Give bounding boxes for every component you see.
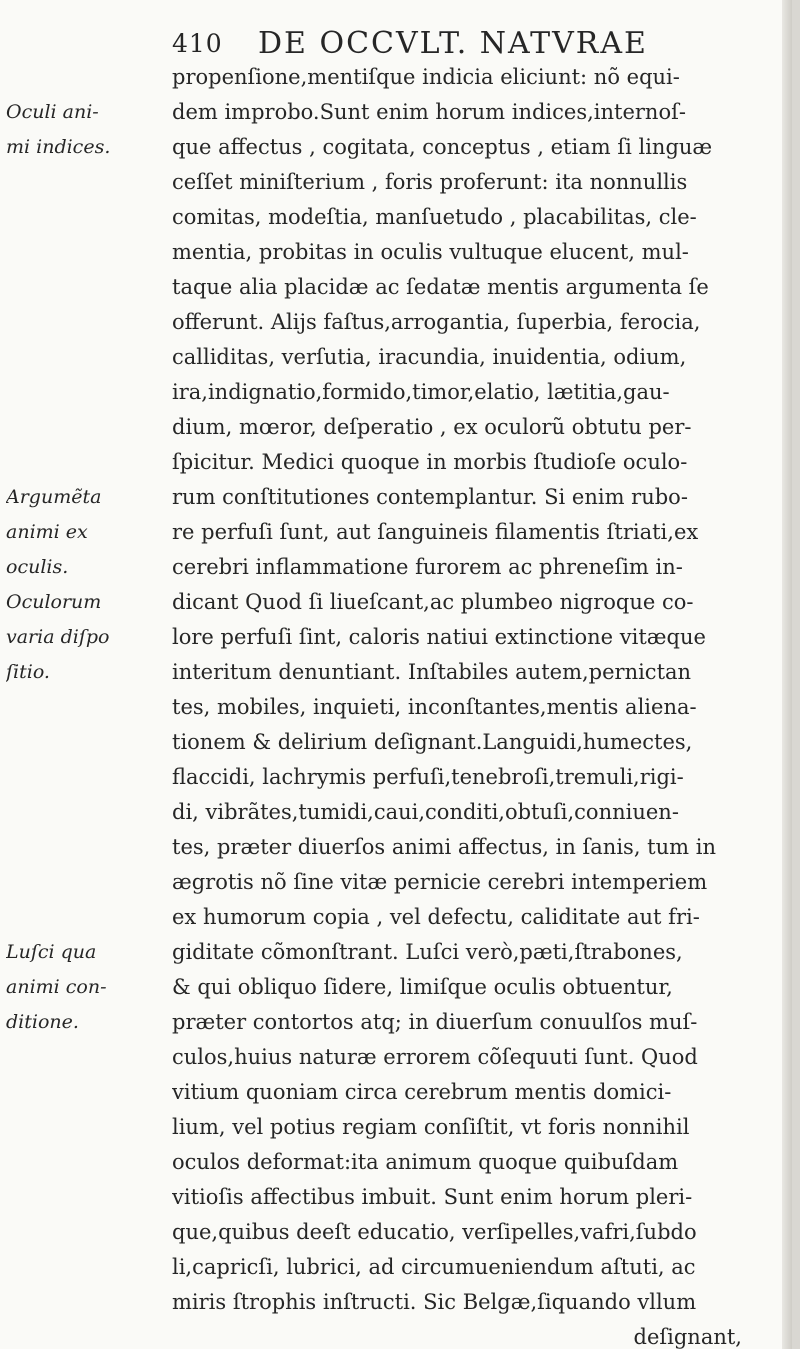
text-line: deſignant, — [633, 1325, 742, 1349]
text-line: vitium quoniam circa cerebrum mentis domici- — [172, 1080, 672, 1104]
margin-note-line: ſitio. — [6, 661, 50, 683]
margin-spacer — [6, 760, 170, 795]
text-line: tes, mobiles, inquieti, inconſtantes,mentis aliena- — [172, 695, 697, 719]
text-line: offerunt. Alijs faſtus,arrogantia, ſuperbia, ferocia, — [172, 310, 701, 334]
text-line: dem improbo.Sunt enim horum indices,internoſ- — [172, 100, 686, 124]
text-line: propenſione,mentiſque indicia eliciunt: nõ equi- — [172, 65, 680, 89]
text-line: lore perfuſi ſint, caloris natiui extinctione vitæque — [172, 625, 706, 649]
margin-spacer — [6, 830, 170, 865]
margin-spacer — [6, 200, 170, 235]
text-line: flaccidi, lachrymis perfuſi,tenebroſi,tremuli,rigi- — [172, 765, 684, 789]
margin-spacer — [6, 725, 170, 760]
text-line: ceſſet miniſterium , foris proferunt: ita nonnullis — [172, 170, 688, 194]
body-text — [172, 60, 750, 1349]
text-line: interitum denuntiant. Inſtabiles autem,pernictan — [172, 660, 692, 684]
margin-spacer — [6, 305, 170, 340]
margin-spacer — [6, 900, 170, 935]
text-line: giditate cõmonſtrant. Luſci verò,pæti,ſtrabones, — [172, 940, 683, 964]
text-line: que affectus , cogitata, conceptus , etiam ſi linguæ — [172, 135, 713, 159]
text-line: li,capricſi, lubrici, ad circumueniendum aſtuti, ac — [172, 1255, 696, 1279]
text-line: rum conſtitutiones contemplantur. Si enim rubo- — [172, 485, 688, 509]
margin-note-line: Argumẽta — [6, 486, 102, 508]
margin-spacer — [6, 235, 170, 270]
text-line: ira,indignatio,formido,timor,elatio, lætitia,gau- — [172, 380, 670, 404]
margin-spacer — [6, 410, 170, 445]
text-line: præter contortos atq; in diuerſum conuulſos muſ- — [172, 1010, 698, 1034]
margin-notes — [6, 60, 170, 1040]
running-head: DE OCCVLT. NATVRAE — [258, 26, 648, 61]
text-line: ægrotis nõ ſine vitæ pernicie cerebri intemperiem — [172, 870, 708, 894]
margin-spacer — [6, 690, 170, 725]
margin-note-line: Oculorum — [6, 591, 102, 613]
text-line: di, vibrãtes,tumidi,caui,conditi,obtuſi,conniuen- — [172, 800, 679, 824]
text-line: oculos deformat:ita animum quoque quibuſdam — [172, 1150, 679, 1174]
text-line: que,quibus deeſt educatio, verſipelles,vafri,ſubdo — [172, 1220, 697, 1244]
margin-note-line: Luſci qua — [6, 941, 97, 963]
text-line: calliditas, verſutia, iracundia, inuidentia, odium, — [172, 345, 687, 369]
margin-spacer — [6, 165, 170, 200]
text-line: tionem & delirium deſignant.Languidi,humectes, — [172, 730, 693, 754]
text-line: miris ſtrophis inſtructi. Sic Belgæ,ſiquando vllum — [172, 1290, 697, 1314]
text-line: vitioſis affectibus imbuit. Sunt enim horum pleri- — [172, 1185, 693, 1209]
text-line: lium, vel potius regiam conſiſtit, vt foris nonnihil — [172, 1115, 690, 1139]
margin-note-line: oculis. — [6, 556, 69, 578]
text-line: ex humorum copia , vel defectu, caliditate aut fri- — [172, 905, 700, 929]
margin-note — [6, 480, 170, 585]
margin-note — [6, 935, 170, 1040]
text-line: tes, præter diuerſos animi affectus, in ſanis, tum in — [172, 835, 716, 859]
margin-note — [6, 585, 170, 690]
margin-spacer — [6, 270, 170, 305]
text-line: & qui obliquo ſidere, limiſque oculis obtuentur, — [172, 975, 673, 999]
margin-note-line: animi con- — [6, 976, 107, 998]
margin-note-line: mi indices. — [6, 136, 111, 158]
page-number: 410 — [172, 29, 223, 58]
text-line: culos,huius naturæ errorem cõſequuti ſunt. Quod — [172, 1045, 698, 1069]
margin-note-line: animi ex — [6, 521, 88, 543]
margin-spacer — [6, 60, 170, 95]
text-line: cerebri inflammatione furorem ac phreneſim in- — [172, 555, 683, 579]
margin-spacer — [6, 865, 170, 900]
margin-spacer — [6, 340, 170, 375]
text-line: mentia, probitas in oculis vultuque elucent, mul- — [172, 240, 689, 264]
page-fold-shadow — [782, 0, 792, 1349]
text-line: comitas, modeſtia, manſuetudo , placabilitas, cle- — [172, 205, 697, 229]
margin-spacer — [6, 445, 170, 480]
text-line: dicant Quod ſi liueſcant,ac plumbeo nigroque co- — [172, 590, 694, 614]
margin-spacer — [6, 375, 170, 410]
text-line: taque alia placidæ ac ſedatæ mentis argumenta ſe — [172, 275, 709, 299]
text-line: dium, mœror, deſperatio , ex oculorũ obtutu per- — [172, 415, 692, 439]
margin-spacer — [6, 795, 170, 830]
margin-note-line: varia diſpo — [6, 626, 110, 648]
text-line: ſpicitur. Medici quoque in morbis ſtudioſe oculo- — [172, 450, 688, 474]
margin-note-line: ditione. — [6, 1011, 79, 1033]
margin-note-line: Oculi ani- — [6, 101, 99, 123]
text-line: re perfuſi ſunt, aut ſanguineis filamentis ſtriati,ex — [172, 520, 699, 544]
margin-note — [6, 95, 170, 165]
